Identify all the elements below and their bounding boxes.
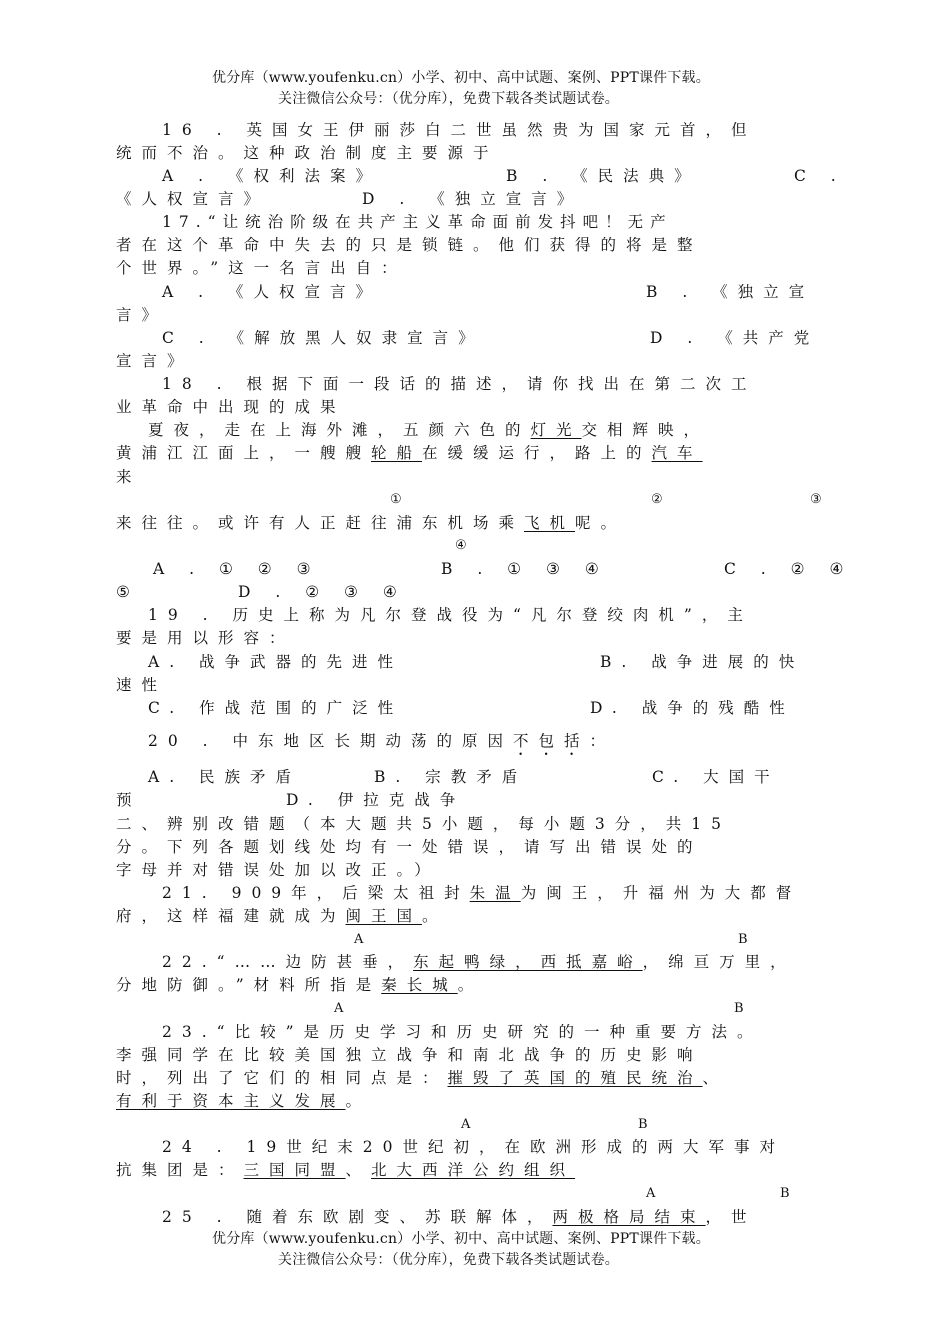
- q21-underline-b: 闽王国: [345, 907, 423, 925]
- q19-stem-a: 19 . 历史上称为凡尔登战役为“凡尔登绞肉机”，主: [148, 606, 753, 624]
- section2-line-2: 分。下列各题划线处均有一处错误，请写出错误处的: [116, 838, 703, 856]
- q18-stem-b: 业革命中出现的成果: [116, 398, 346, 416]
- q24-mark-a: A: [646, 1186, 656, 1201]
- q17-stem-a: 17.“让统治阶级在共产主义革命面前发抖吧！无产: [162, 213, 673, 231]
- q24-underline-a: 三国同盟: [243, 1161, 346, 1179]
- q23-line-1: 23.“比较”是历史学习和历史研究的一种重要方法。: [162, 1023, 763, 1041]
- q16-option-c-title: 《人权宣言》: [116, 190, 270, 208]
- q18-mark-2: ②: [651, 492, 663, 507]
- q18-passage-line-4: 来往往。或许有人正赶往浦东机场乘飞机呢。: [116, 514, 627, 532]
- q19-option-b-a: B. 战争进展的快: [600, 653, 805, 671]
- q19-option-a: A. 战争武器的先进性: [148, 653, 404, 671]
- q18-stem-a: 18 . 根据下面一段话的描述，请你找出在第二次工: [162, 375, 757, 393]
- q18-underline-plane: 飞机: [524, 514, 576, 532]
- footer-line-1: 优分库（www.youfenku.cn）小学、初中、高中试题、案例、PPT课件下载。: [212, 1231, 710, 1247]
- q22-line-2: 分地防御。”材料所指是秦长城。: [116, 976, 484, 994]
- q18-mark-1: ①: [390, 492, 402, 507]
- header-line-1: 优分库（www.youfenku.cn）小学、初中、高中试题、案例、PPT课件下载。: [212, 70, 710, 86]
- q23-underline-a: 摧毁了英国的殖民统治: [447, 1069, 703, 1087]
- q22-underline-a: 东起鸭绿，西抵嘉峪: [413, 953, 643, 971]
- q24-underline-b: 北大西洋公约组织: [371, 1161, 576, 1179]
- q22-mark-b: B: [734, 1001, 744, 1016]
- q18-mark-3: ③: [810, 492, 822, 507]
- q17-stem-c: 个世界。”这一名言出自：: [116, 259, 407, 277]
- q19-stem-b: 要是用以形容：: [116, 629, 295, 647]
- q22-line-1: 22.“……边防甚垂，东起鸭绿，西抵嘉峪，绵亘万里，: [162, 953, 796, 971]
- q18-passage-line-1: 夏夜，走在上海外滩，五颜六色的灯光交相辉映，: [148, 421, 710, 439]
- q23-line-4: 有利于资本主义发展。: [116, 1092, 372, 1110]
- q16-option-a: A . 《权利法案》: [162, 167, 381, 185]
- q21-mark-a: A: [354, 932, 364, 947]
- q19-option-d: D. 战争的残酷性: [590, 699, 795, 717]
- q20-option-d: D. 伊拉克战争: [286, 791, 466, 809]
- q17-option-b-b: 言》: [116, 306, 168, 324]
- q24-mark-b: B: [780, 1186, 790, 1201]
- q19-option-b-b: 速性: [116, 676, 168, 694]
- q18-mark-4: ④: [455, 538, 467, 553]
- header-line-2: 关注微信公众号：（优分库），免费下载各类试题试卷。: [278, 91, 619, 107]
- section2-line-3: 字母并对错误处加以改正。）: [116, 861, 440, 879]
- q24-line-2: 抗集团是：三国同盟、北大西洋公约组织: [116, 1161, 576, 1179]
- q20-emphasis-not-include: 不包括: [513, 732, 590, 750]
- footer-line-2: 关注微信公众号：（优分库），免费下载各类试题试卷。: [278, 1252, 619, 1268]
- q18-underline-light: 灯光: [530, 421, 582, 439]
- q17-option-d-b: 宣言》: [116, 352, 193, 370]
- q18-option-c-cont: ⑤: [116, 583, 130, 601]
- q24-line-1: 24 . 19世纪末20世纪初，在欧洲形成的两大军事对: [162, 1138, 785, 1156]
- q25-line-1: 25 . 随着东欧剧变、苏联解体，两极格局结束，世: [162, 1208, 757, 1226]
- q17-option-d-a: D . 《共产党: [650, 329, 820, 347]
- q18-passage-line-2: 黄浦江江面上，一艘艘轮船在缓缓运行，路上的汽车: [116, 444, 703, 462]
- q16-stem-b: 统而不治。这种政治制度主要源于: [116, 144, 499, 162]
- q18-option-c: C . ② ④: [724, 560, 854, 578]
- q17-option-b-a: B . 《独立宣: [646, 283, 815, 301]
- q19-option-c: C. 作战范围的广泛性: [148, 699, 404, 717]
- q16-option-d: D . 《独立宣言》: [362, 190, 583, 208]
- q17-stem-b: 者在这个革命中失去的只是锁链。他们获得的将是整: [116, 236, 703, 254]
- q20-option-c: C. 大国干: [652, 768, 780, 786]
- section2-line-1: 二、辨别改错题（本大题共5小题，每小题3分，共15: [116, 815, 731, 833]
- q16-option-c-prefix: C .: [794, 167, 846, 185]
- q21-mark-b: B: [738, 932, 748, 947]
- q20-option-a: A. 民族矛盾: [148, 768, 302, 786]
- q22-underline-b: 秦长城: [381, 976, 458, 994]
- q23-line-2: 李强同学在比较美国独立战争和南北战争的历史影响: [116, 1046, 703, 1064]
- q17-option-c: C . 《解放黑人奴隶宣言》: [162, 329, 484, 347]
- q18-option-d: D . ② ③ ④: [238, 583, 407, 601]
- q20-option-c-cont: 预: [116, 791, 132, 809]
- q18-underline-ship: 轮船: [371, 444, 423, 462]
- q18-option-a: A . ① ② ③: [153, 560, 321, 578]
- q20-stem: 20 . 中东地区长期动荡的原因不包括：: [148, 732, 616, 750]
- q16-option-b: B . 《民法典》: [506, 167, 700, 185]
- q23-mark-a: A: [461, 1117, 471, 1132]
- q18-passage-line-3: 来: [116, 468, 132, 486]
- q22-mark-a: A: [334, 1001, 344, 1016]
- q18-underline-car: 汽车: [651, 444, 703, 462]
- q21-underline-a: 朱温: [469, 884, 521, 902]
- q21-line-1: 21. 909年，后梁太祖封朱温为闽王，升福州为大都督: [162, 884, 802, 902]
- q16-stem-a: 16 . 英国女王伊丽莎白二世虽然贵为国家元首，但: [162, 121, 757, 139]
- q23-mark-b: B: [638, 1117, 648, 1132]
- q18-option-b: B . ① ③ ④: [441, 560, 609, 578]
- q23-line-3: 时，列出了它们的相同点是：摧毁了英国的殖民统治、: [116, 1069, 729, 1087]
- q25-underline-a: 两极格局结束: [552, 1208, 706, 1226]
- q23-underline-b: 有利于资本主义发展: [116, 1092, 346, 1110]
- q20-option-b: B. 宗教矛盾: [374, 768, 528, 786]
- q17-option-a: A . 《人权宣言》: [162, 283, 381, 301]
- q21-line-2: 府，这样福建就成为闽王国。: [116, 907, 448, 925]
